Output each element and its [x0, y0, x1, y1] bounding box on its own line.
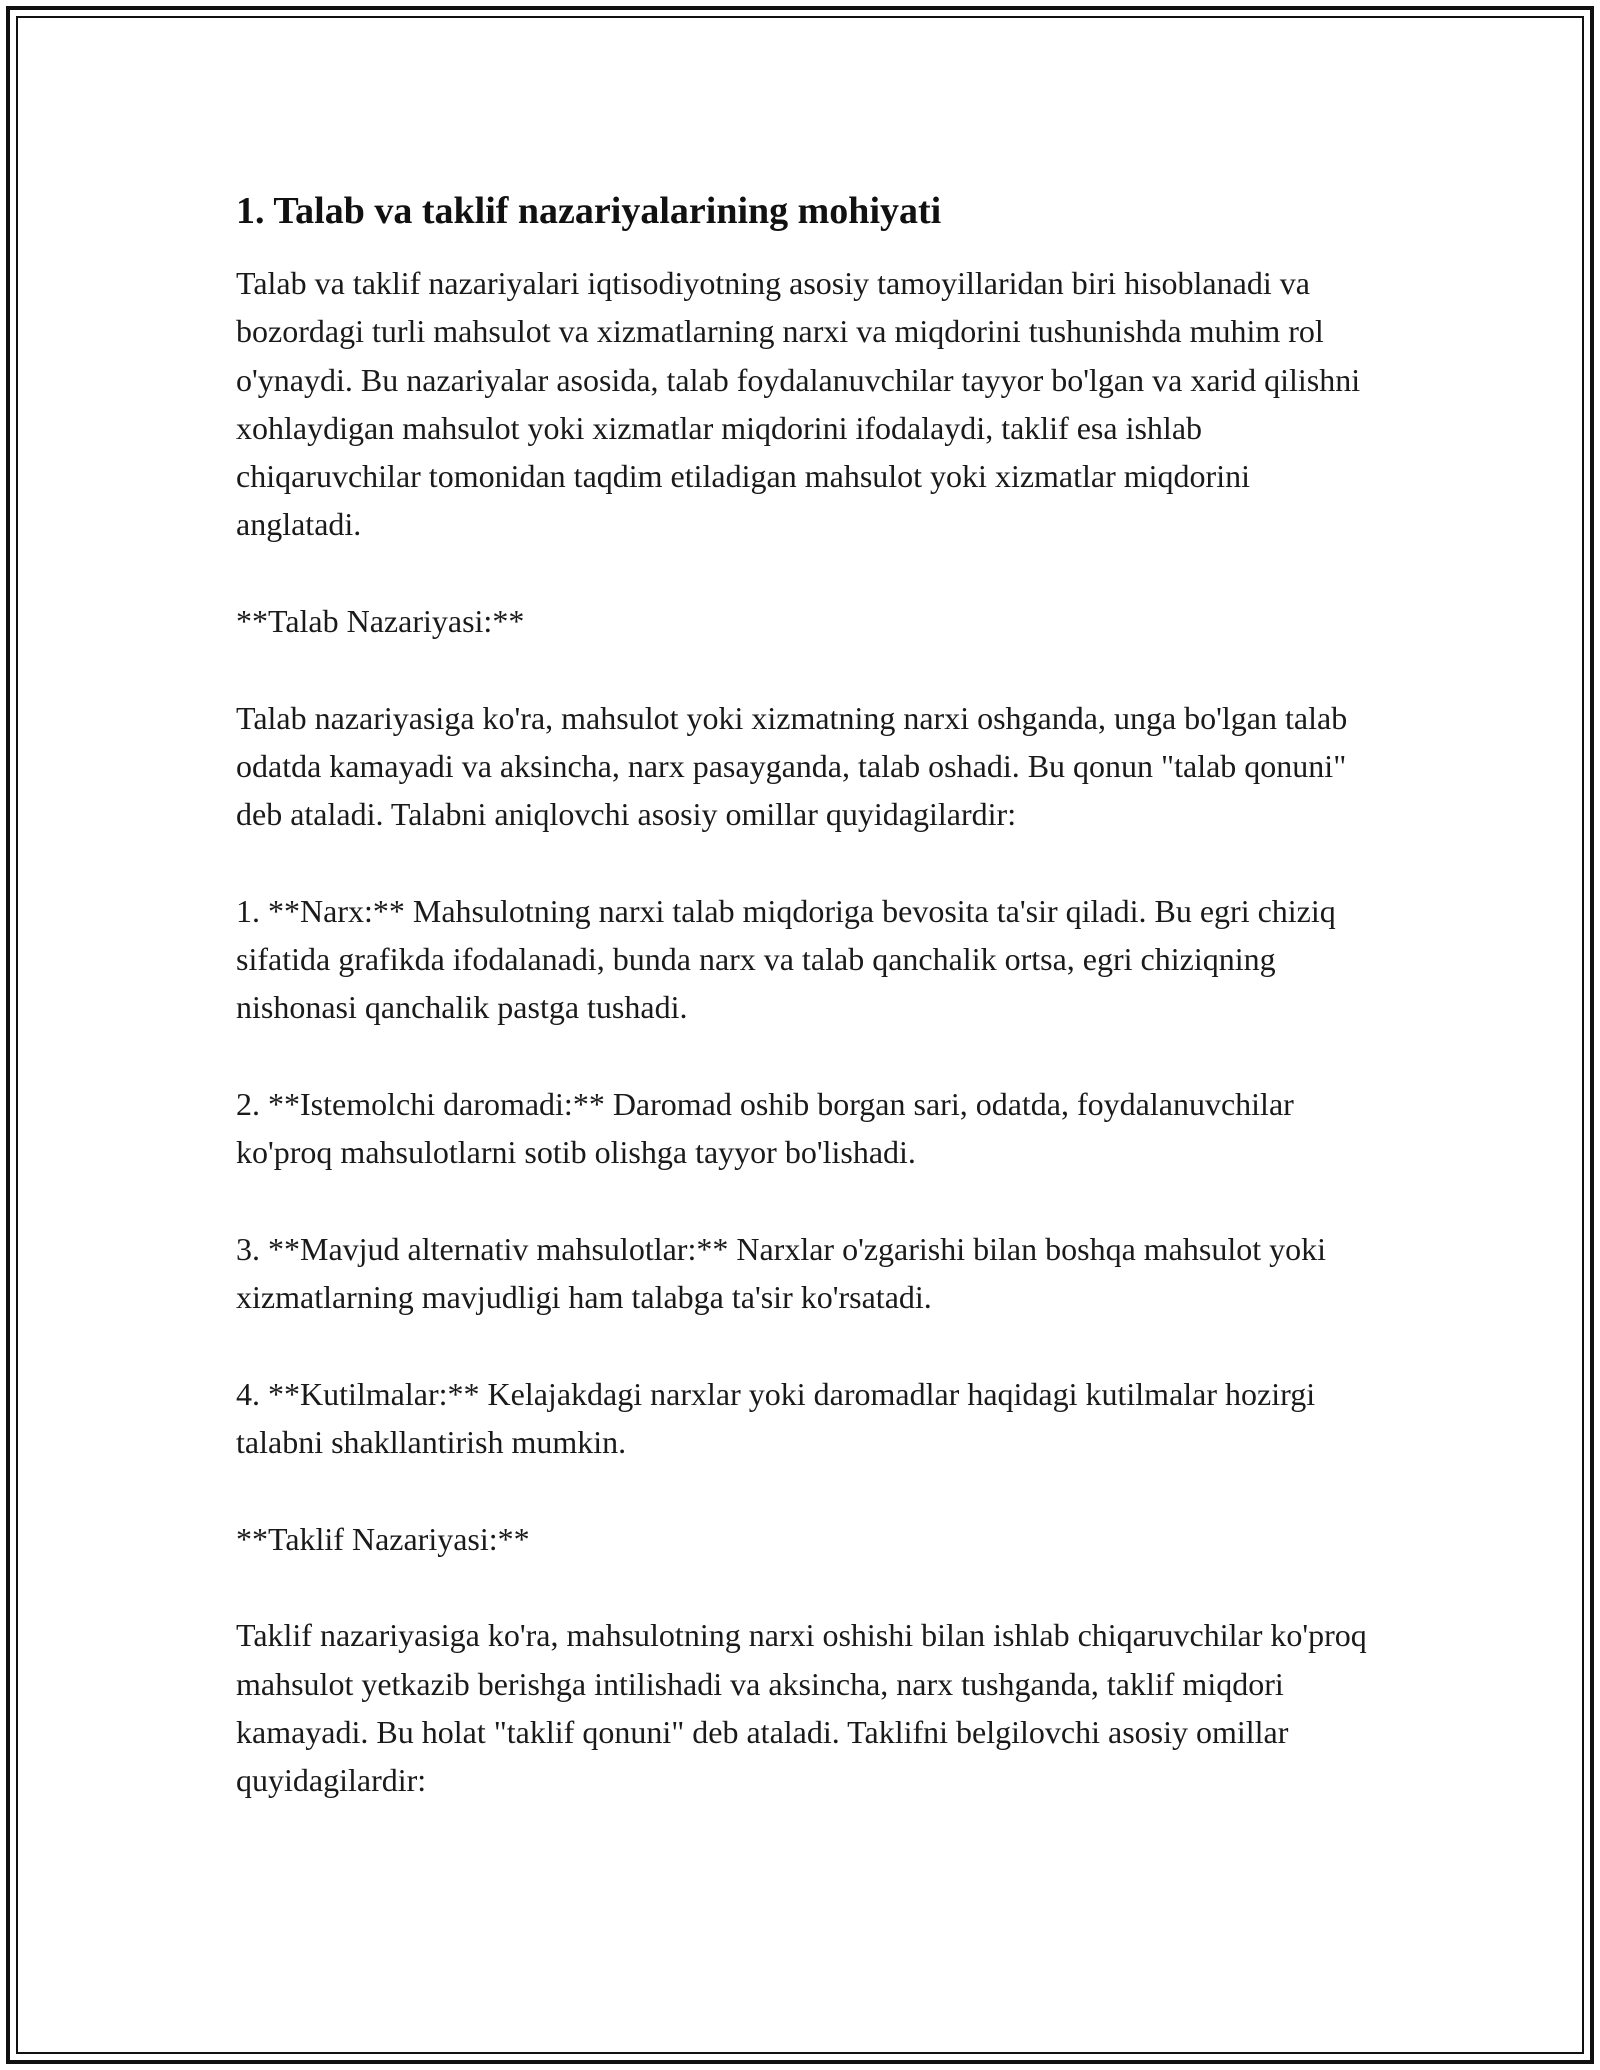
paragraph-gap [236, 1466, 1376, 1514]
demand-factor-alternatives: 3. **Mavjud alternativ mahsulotlar:** Narxlar o'zgarishi bilan boshqa mahsulot yoki xizmatlarning mavjudligi ham talabga ta'sir ko'rsatadi. [236, 1230, 1326, 1316]
demand-factor-price: 1. **Narx:** Mahsulotning narxi talab miqdoriga bevosita ta'sir qiladi. Bu egri chiziq sifatida grafikda ifodalanadi, bunda narx va talab qanchalik ortsa, egri chiziqning nishonasi qanchalik pastga tushadi. [236, 892, 1336, 1026]
supply-theory-label: **Taklif Nazariyasi:** [236, 1520, 530, 1557]
paragraph-gap [236, 1177, 1376, 1225]
demand-theory-paragraph: Talab nazariyasiga ko'ra, mahsulot yoki xizmatning narxi oshganda, unga bo'lgan talab odatda kamayadi va aksincha, narx pasayganda, talab oshadi. Bu qonun "talab qonuni" deb ataladi. Talabni aniqlovchi asosiy omillar quyidagilardir: [236, 699, 1348, 833]
demand-theory-label: **Talab Nazariyasi:** [236, 603, 525, 640]
paragraph-gap [236, 645, 1376, 693]
paragraph-gap [236, 839, 1376, 887]
paragraph-gap [236, 1322, 1376, 1370]
document-body [236, 186, 1376, 1805]
paragraph-gap [236, 1032, 1376, 1080]
section-heading: 1. Talab va taklif nazariyalarining mohiyati [236, 190, 942, 232]
paragraph-gap [236, 549, 1376, 597]
paragraph-gap [236, 1563, 1376, 1611]
demand-factor-expectations: 4. **Kutilmalar:** Kelajakdagi narxlar yoki daromadlar haqidagi kutilmalar hozirgi talabni shakllantirish mumkin. [236, 1375, 1316, 1461]
intro-paragraph: Talab va taklif nazariyalari iqtisodiyotning asosiy tamoyillaridan biri hisoblanadi va bozordagi turli mahsulot va xizmatlarning narxi va miqdorini tushunishda muhim rol o'ynaydi. Bu nazariyalar asosida, talab foydalanuvchilar tayyor bo'lgan va xarid qilishni xohlaydigan mahsulot yoki xizmatlar miqdorini ifodalaydi, taklif esa ishlab chiqaruvchilar tomonidan taqdim etiladigan mahsulot yoki xizmatlar miqdorini anglatadi. [236, 265, 1361, 543]
demand-factor-income: 2. **Istemolchi daromadi:** Daromad oshib borgan sari, odatda, foydalanuvchilar ko'proq mahsulotlarni sotib olishga tayyor bo'lishadi. [236, 1086, 1294, 1171]
supply-theory-paragraph: Taklif nazariyasiga ko'ra, mahsulotning narxi oshishi bilan ishlab chiqaruvchilar ko'proq mahsulot yetkazib berishga intilishadi va aksincha, narx tushganda, taklif miqdori kamayadi. Bu holat "taklif qonuni" deb ataladi. Taklifni belgilovchi asosiy omillar quyidagilardir: [236, 1617, 1367, 1799]
